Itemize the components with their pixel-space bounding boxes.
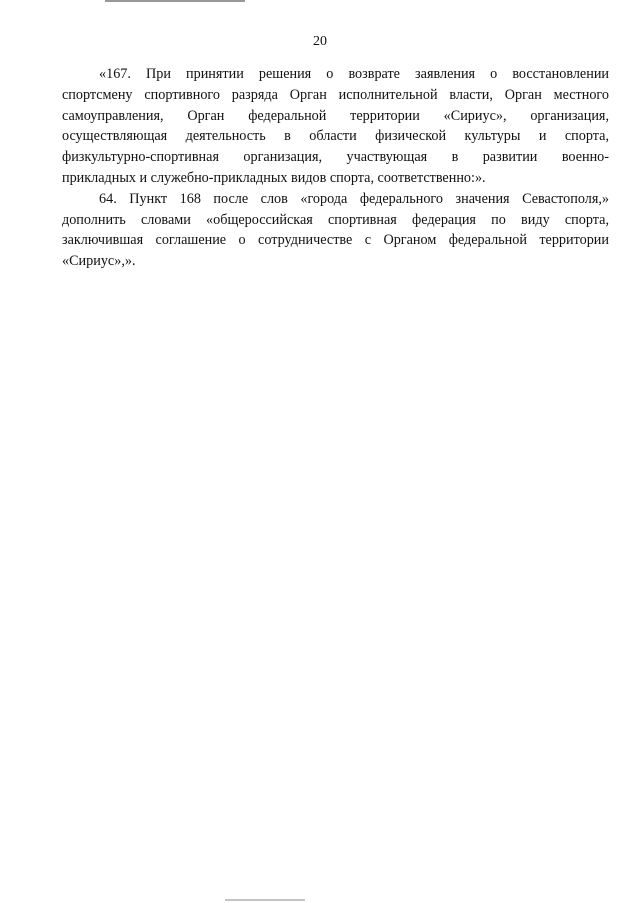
page-number: 20 (313, 34, 327, 49)
document-body (62, 64, 609, 272)
paragraph-167 (62, 64, 609, 189)
text-line: прикладных и служебно-прикладных видов спорта, соответственно:». (62, 169, 486, 186)
text-line: самоуправления, Орган федеральной территории «Сириус», организация, (62, 107, 609, 124)
text-line: «Сириус»,». (62, 253, 136, 270)
text-line: спортсмену спортивного разряда Орган исполнительной власти, Орган местного (62, 86, 609, 103)
text-line: физкультурно-спортивная организация, участвующая в развитии военно- (62, 149, 609, 166)
text-line: 64. Пункт 168 после слов «города федерального значения Севастополя,» (99, 190, 609, 207)
scan-edge-mark-top (105, 0, 245, 2)
scan-edge-mark-bottom (225, 899, 305, 901)
text-line: дополнить словами «общероссийская спортивная федерация по виду спорта, (62, 211, 609, 228)
text-line: заключившая соглашение о сотрудничестве с Органом федеральной территории (62, 232, 609, 249)
paragraph-64 (62, 189, 609, 272)
text-line: «167. При принятии решения о возврате заявления о восстановлении (99, 66, 609, 82)
text-line: осуществляющая деятельность в области физической культуры и спорта, (62, 128, 609, 145)
